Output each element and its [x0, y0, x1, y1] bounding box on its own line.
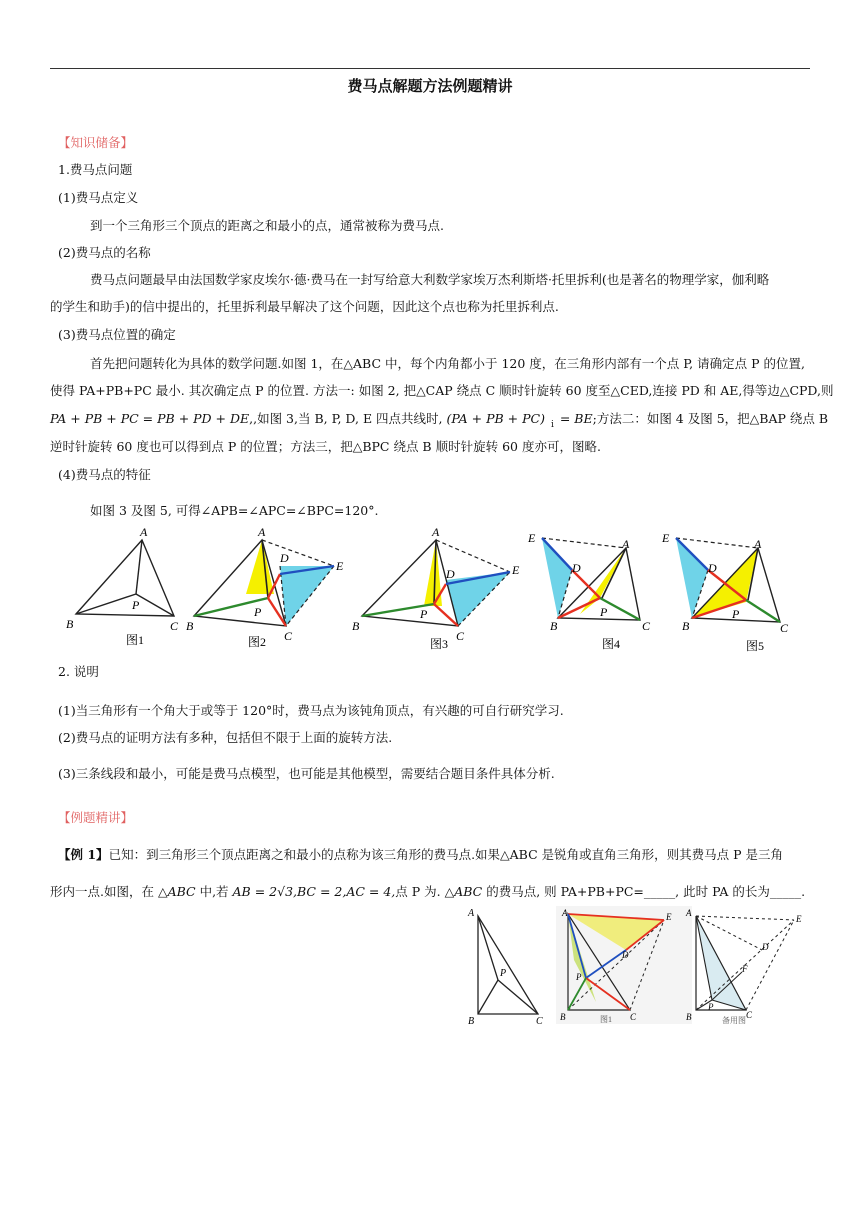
- figure-1: [62, 522, 192, 656]
- svg-text:A: A: [140, 525, 148, 539]
- example-figure-triangle: [464, 904, 554, 1030]
- math-sides: AB = 2√3,BC = 2,AC = 4,: [232, 884, 396, 899]
- example-1-text-b1: 形内一点.如图，在: [50, 884, 154, 899]
- svg-text:D: D: [572, 561, 581, 575]
- svg-text:D: D: [708, 561, 717, 575]
- figure-4: [522, 528, 662, 662]
- section-1-1-text: 到一个三角形三个顶点的距离之和最小的点，通常被称为费马点.: [90, 218, 444, 233]
- section-1-2-text-a: 费马点问题最早由法国数学家皮埃尔·德·费马在一封写给意大利数学家埃万杰利斯塔·托里拆利(也是著名的物理学家，伽利略: [90, 272, 770, 287]
- example-figure-backup-label: 备用图: [722, 1016, 746, 1024]
- example-1-text-a: 已知：到三角形三个顶点距离之和最小的点称为该三角形的费马点.如果△ABC 是锐角或直角三角形，则其费马点 P 是三角: [108, 847, 783, 862]
- svg-text:C: C: [536, 1016, 543, 1026]
- svg-text:P: P: [500, 968, 507, 979]
- figure-2-label: 图2: [248, 635, 267, 649]
- svg-text:E: E: [336, 559, 344, 573]
- figure-3-label: 图3: [430, 637, 449, 651]
- svg-text:C: C: [746, 1010, 753, 1020]
- svg-text:P: P: [708, 1002, 714, 1012]
- svg-text:A: A: [468, 908, 475, 919]
- svg-text:E: E: [662, 531, 670, 545]
- svg-text:E: E: [666, 912, 672, 922]
- svg-text:E: E: [512, 563, 520, 577]
- svg-text:A: A: [622, 537, 630, 551]
- svg-text:B: B: [550, 619, 558, 633]
- page-title: 费马点解题方法例题精讲: [347, 77, 513, 95]
- math-triangle-2: △ABC: [444, 884, 483, 899]
- section-1-2-title: (2)费马点的名称: [58, 245, 151, 260]
- section-1-3-title: (3)费马点位置的确定: [58, 327, 176, 342]
- section-1-3-text-b: 使得 PA+PB+PC 最小. 其次确定点 P 的位置. 方法一: 如图 2, 把△CAP 绕点 C 顺时针旋转 60 度至△CED,连接 PD 和 AE,得等边△CPD,则: [50, 383, 834, 398]
- section-2-heading: 2. 说明: [58, 664, 99, 679]
- math-sub: i: [550, 419, 554, 430]
- example-1-label: 【例 1】: [58, 847, 109, 862]
- example-1-line-b: [50, 883, 805, 901]
- section-1-4-text: 如图 3 及图 5, 可得∠APB=∠APC=∠BPC=120°.: [90, 503, 379, 518]
- svg-text:B: B: [560, 1012, 566, 1022]
- note-3: (3)三条线段和最小，可能是费马点模型，也可能是其他模型，需要结合题目条件具体分析.: [58, 766, 555, 781]
- note-2: (2)费马点的证明方法有多种，包括但不限于上面的旋转方法.: [58, 730, 393, 745]
- svg-text:D: D: [280, 551, 289, 565]
- svg-text:E: E: [796, 914, 802, 924]
- note-1: (1)当三角形有一个角大于或等于 120°时，费马点为该钝角顶点，有兴趣的可自行研究学习.: [58, 703, 564, 718]
- example-tag: 【例题精讲】: [58, 810, 134, 825]
- svg-text:A: A: [258, 525, 266, 539]
- svg-text:B: B: [682, 619, 690, 633]
- text-collinear: ,,如图 3,当 B, P, D, E 四点共线时,: [249, 411, 443, 426]
- svg-text:A: A: [754, 537, 762, 551]
- section-1-3-text-a: 首先把问题转化为具体的数学问题.如图 1，在△ABC 中，每个内角都小于 120 度，在三角形内部有一个点 P, 请确定点 P 的位置,: [90, 356, 805, 371]
- example-figure-backup: [682, 906, 810, 1028]
- figure-3: [350, 522, 526, 656]
- svg-text:B: B: [468, 1016, 475, 1026]
- knowledge-tag: 【知识储备】: [58, 135, 134, 150]
- svg-text:A: A: [432, 525, 440, 539]
- svg-text:C: C: [642, 619, 651, 633]
- math-be: = BE: [559, 411, 593, 426]
- svg-text:A: A: [686, 908, 692, 918]
- example-1-text-b2: 中,若: [195, 884, 233, 899]
- svg-text:D: D: [446, 567, 455, 581]
- example-figure-1: [556, 906, 692, 1028]
- example-figure-1-label: 图1: [600, 1015, 612, 1024]
- example-1-text-b3: 点 P 为.: [395, 884, 441, 899]
- section-1-3-text-c: [50, 410, 828, 434]
- svg-text:C: C: [284, 629, 293, 643]
- svg-text:P: P: [732, 607, 740, 621]
- svg-text:B: B: [186, 619, 194, 633]
- svg-text:C: C: [780, 621, 789, 635]
- header-rule: [50, 68, 810, 69]
- svg-text:P: P: [600, 605, 608, 619]
- figure-5: [660, 528, 800, 662]
- svg-text:B: B: [66, 617, 74, 631]
- svg-text:B: B: [352, 619, 360, 633]
- svg-text:P: P: [132, 598, 140, 612]
- svg-text:D: D: [622, 950, 629, 960]
- svg-text:E: E: [528, 531, 536, 545]
- svg-text:P: P: [254, 605, 262, 619]
- svg-text:B: B: [686, 1012, 692, 1022]
- figure-4-label: 图4: [602, 637, 621, 651]
- svg-text:F: F: [742, 964, 748, 974]
- math-sum: (PA + PB + PC): [446, 411, 545, 426]
- figure-1-label: 图1: [126, 633, 145, 647]
- example-1-text-b4: 的费马点, 则 PA+PB+PC=_____, 此时 PA 的长为_____.: [482, 884, 806, 899]
- svg-text:P: P: [576, 972, 582, 982]
- svg-text:C: C: [630, 1012, 637, 1022]
- text-method2: ;方法二：如图 4 及图 5，把△BAP 绕点 B: [592, 411, 829, 426]
- section-1-1-title: (1)费马点定义: [58, 190, 139, 205]
- svg-text:P: P: [420, 607, 428, 621]
- example-1-line-a: [58, 846, 783, 864]
- section-1-4-title: (4)费马点的特征: [58, 467, 151, 482]
- math-triangle: △ABC: [157, 884, 196, 899]
- section-1-heading: 1.费马点问题: [58, 162, 133, 177]
- section-1-3-text-e: 逆时针旋转 60 度也可以得到点 P 的位置；方法三，把△BPC 绕点 B 顺时针旋转 60 度亦可，图略.: [50, 439, 601, 454]
- section-1-2-text-b: 的学生和助手)的信中提出的，托里拆利最早解决了这个问题，因此这个点也称为托里拆利点.: [50, 299, 559, 314]
- svg-text:D: D: [762, 942, 769, 952]
- svg-text:C: C: [456, 629, 465, 643]
- figure-2: [184, 522, 350, 656]
- svg-text:A: A: [562, 908, 568, 918]
- svg-text:C: C: [170, 619, 179, 633]
- math-sum-identity: PA + PB + PC = PB + PD + DE: [50, 411, 250, 426]
- figure-5-label: 图5: [746, 639, 765, 653]
